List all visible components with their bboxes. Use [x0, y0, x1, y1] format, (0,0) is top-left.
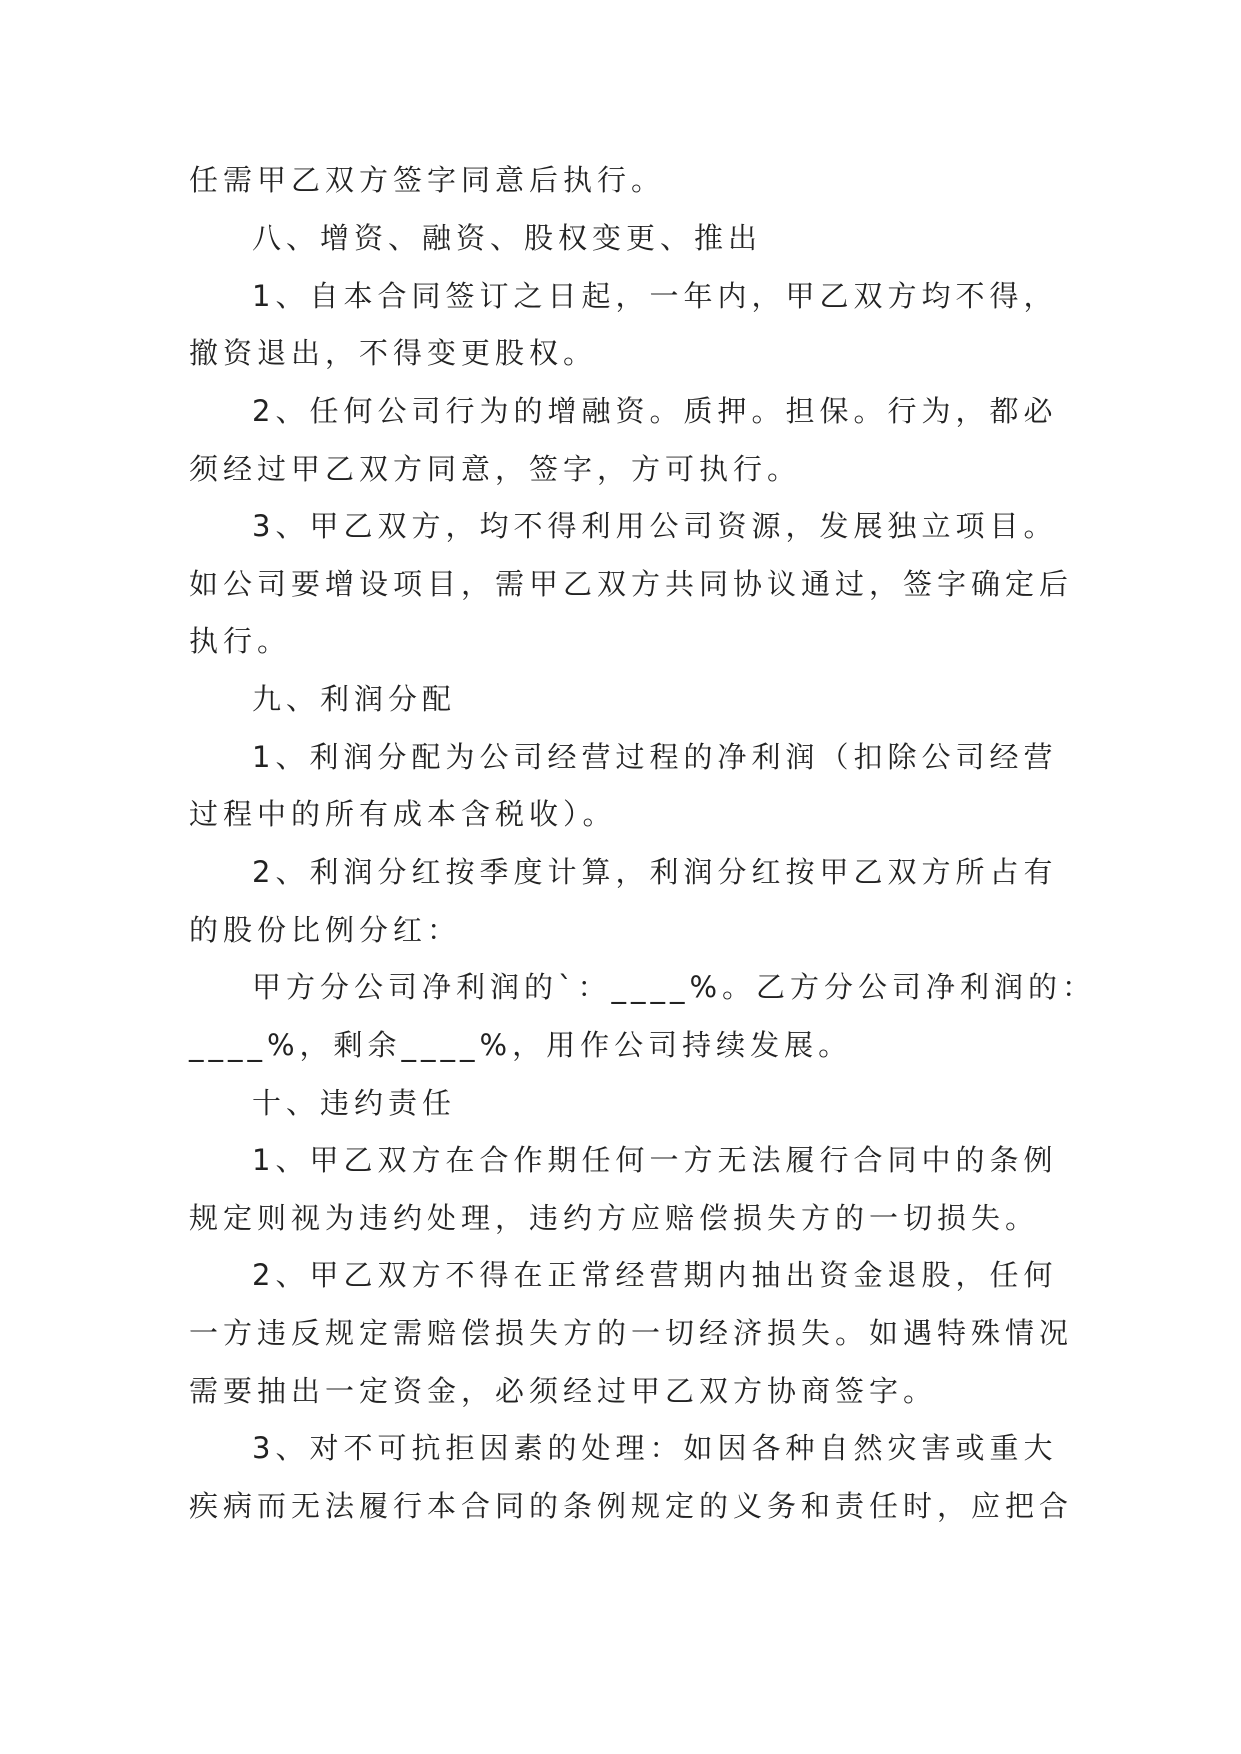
paragraph-line: 须经过甲乙双方同意，签字，方可执行。 — [189, 452, 802, 486]
paragraph-line: 3、甲乙双方，均不得利用公司资源，发展独立项目。 — [252, 509, 1058, 543]
paragraph-line: 如公司要增设项目，需甲乙双方共同协议通过，签字确定后 — [189, 567, 1074, 601]
paragraph-line: 一方违反规定需赔偿损失方的一切经济损失。如遇特殊情况 — [189, 1316, 1074, 1350]
paragraph-line: 规定则视为违约处理，违约方应赔偿损失方的一切损失。 — [189, 1201, 1040, 1235]
paragraph-line: ____%，剩余____%，用作公司持续发展。 — [189, 1028, 853, 1062]
section-heading-10: 十、违约责任 — [252, 1086, 457, 1120]
paragraph-line: 需要抽出一定资金，必须经过甲乙双方协商签字。 — [189, 1374, 938, 1408]
paragraph-line: 1、甲乙双方在合作期任何一方无法履行合同中的条例 — [252, 1143, 1058, 1177]
paragraph-line: 2、甲乙双方不得在正常经营期内抽出资金退股，任何 — [252, 1258, 1058, 1292]
paragraph-line: 1、自本合同签订之日起，一年内，甲乙双方均不得， — [252, 279, 1058, 313]
paragraph-line: 1、利润分配为公司经营过程的净利润（扣除公司经营 — [252, 740, 1058, 774]
paragraph-line: 2、任何公司行为的增融资。质押。担保。行为，都必 — [252, 394, 1058, 428]
paragraph-line: 任需甲乙双方签字同意后执行。 — [189, 163, 666, 197]
paragraph-line: 执行。 — [189, 624, 292, 658]
paragraph-line: 撤资退出，不得变更股权。 — [189, 336, 598, 370]
paragraph-line: 3、对不可抗拒因素的处理：如因各种自然灾害或重大 — [252, 1431, 1058, 1465]
section-heading-8: 八、增资、融资、股权变更、推出 — [252, 221, 763, 255]
paragraph-line: 过程中的所有成本含税收）。 — [189, 797, 617, 831]
paragraph-line: 2、利润分红按季度计算，利润分红按甲乙双方所占有 — [252, 855, 1058, 889]
paragraph-line: 疾病而无法履行本合同的条例规定的义务和责任时，应把合 — [189, 1489, 1074, 1523]
paragraph-line: 的股份比例分红： — [189, 913, 462, 947]
paragraph-line: 甲方分公司净利润的`：____%。乙方分公司净利润的： — [252, 970, 1097, 1004]
section-heading-9: 九、利润分配 — [252, 682, 457, 716]
